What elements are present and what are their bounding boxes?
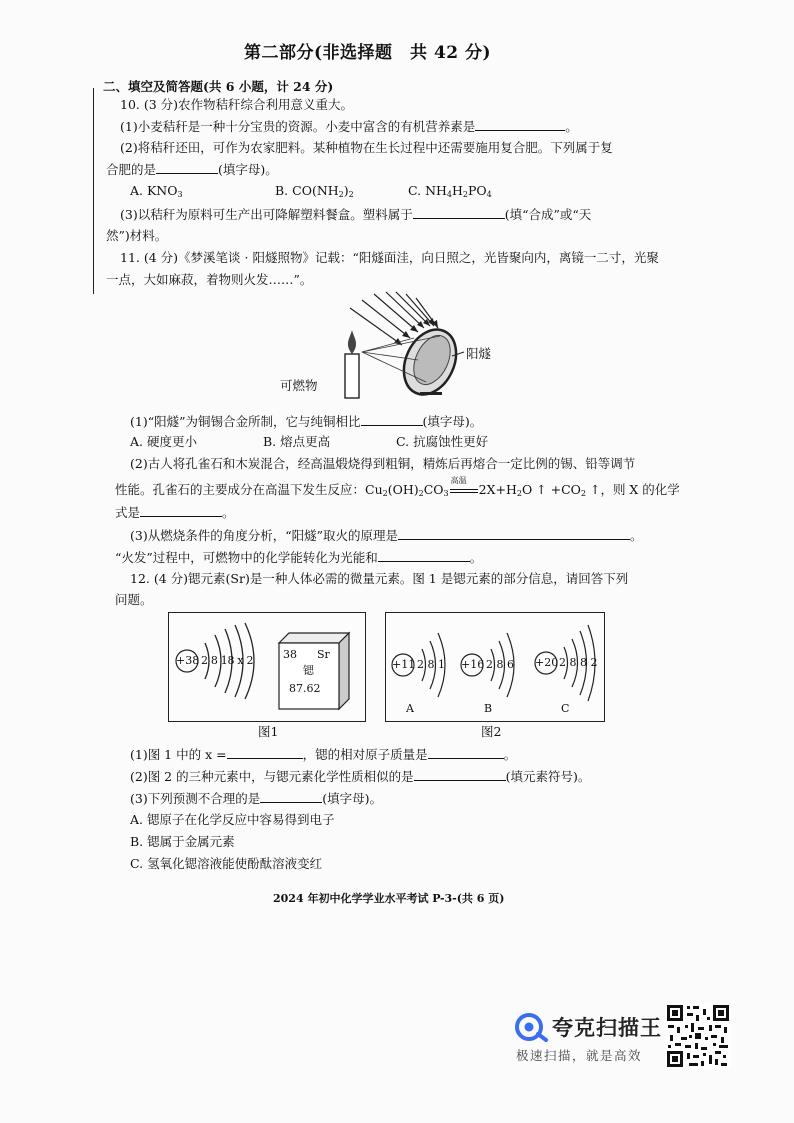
answer-blank[interactable] — [398, 527, 630, 540]
q12-option-c: C. 氢氧化锶溶液能使酚酞溶液变红 — [130, 856, 323, 871]
q10-stem: 10. (3 分)农作物秸秆综合利用意义重大。 — [120, 97, 354, 112]
q11-part3-line1: (3)从燃烧条件的角度分析，“阳燧”取火的原理是 。 — [130, 528, 643, 543]
qr-code-icon — [665, 1003, 731, 1069]
q11-stem-line2: 一点，大如麻菽，着物则火发……”。 — [106, 272, 313, 287]
figure-label-fuel: 可燃物 — [280, 378, 318, 393]
atom-a-label: A — [406, 702, 414, 715]
figure-1-box — [168, 612, 366, 722]
section-heading: 二、填空及简答题(共 6 小题，计 24 分) — [103, 79, 334, 94]
part-title: 第二部分(非选择题 共 42 分) — [244, 43, 492, 63]
quark-scanner-logo-icon — [514, 1012, 550, 1042]
q10-part2-line2: 合肥的是 (填字母)。 — [106, 162, 278, 177]
answer-blank[interactable] — [428, 746, 504, 759]
element-card-sr — [277, 631, 351, 709]
q11-option-b: B. 熔点更高 — [263, 434, 331, 449]
q11-part3-line2: “火发”过程中，可燃物中的化学能转化为光能和 。 — [115, 550, 483, 565]
q12-stem-line2: 问题。 — [115, 592, 153, 607]
q12-part3: (3)下列预测不合理的是 (填字母)。 — [130, 791, 382, 806]
sr-symbol: Sr — [317, 648, 330, 661]
q12-option-a: A. 锶原子在化学反应中容易得到电子 — [130, 812, 335, 827]
q10-option-a: A. $KNO_3$ — [130, 183, 183, 199]
atom-c-nucleus: +20 — [535, 656, 559, 669]
answer-blank[interactable] — [156, 161, 218, 174]
margin-rule — [93, 88, 94, 294]
figure-2-caption: 图2 — [481, 724, 502, 739]
atom-c-electrons: 2 8 8 2 — [559, 656, 598, 669]
atom-b-electrons: 2 8 6 — [486, 658, 514, 671]
sr-electrons: 2 8 18 x 2 — [201, 654, 254, 667]
q11-part2-line1: (2)古人将孔雀石和木炭混合，经高温煅烧得到粗铜，精炼后再熔合一定比例的锡、铅等调节 — [130, 456, 636, 471]
q10-part1: (1)小麦秸秆是一种十分宝贵的资源。小麦中富含的有机营养素是 。 — [120, 119, 578, 134]
q10-part3-line2: 然”)材料。 — [106, 228, 168, 243]
q10-option-b: B. $CO(NH_2)_2$ — [275, 183, 354, 199]
sr-nucleus: +38 — [176, 654, 200, 667]
answer-blank[interactable] — [260, 790, 322, 803]
q12-part2: (2)图 2 的三种元素中，与锶元素化学性质相似的是 (填元素符号)。 — [130, 769, 591, 784]
sr-name: 锶 — [303, 664, 314, 677]
q12-part1: (1)图 1 中的 x = ，锶的相对原子质量是 。 — [130, 747, 517, 762]
figure-1-caption: 图1 — [258, 724, 279, 739]
atom-c-label: C — [561, 702, 570, 715]
q11-stem-line1: 11. (4 分)《梦溪笔谈 · 阳燧照物》记载：“阳燧面洼，向日照之，光皆聚向内，离镜一二寸，光聚 — [120, 250, 659, 265]
element-cube-icon — [277, 631, 353, 711]
q11-part2-line2: 性能。孔雀石的主要成分在高温下发生反应：$Cu_2(OH)_2CO_3$ 高温 $2X+H_2O$ ↑ $+CO_2$ ↑，则 X 的化学 — [115, 482, 680, 502]
answer-blank[interactable] — [361, 413, 423, 426]
answer-blank[interactable] — [140, 504, 222, 517]
atom-b-nucleus: +16 — [461, 658, 485, 671]
q11-part1: (1)“阳燧”为铜锡合金所制，它与纯铜相比 (填字母)。 — [130, 414, 483, 429]
watermark-brand: 夸克扫描王 — [552, 1016, 662, 1040]
q12-option-b: B. 锶属于金属元素 — [130, 834, 235, 849]
page-footer: 2024 年初中化学学业水平考试 P-3-(共 6 页) — [273, 892, 505, 905]
q11-option-c: C. 抗腐蚀性更好 — [396, 434, 489, 449]
figure-label-mirror: 阳燧 — [466, 346, 492, 361]
reaction-condition: 高温 — [450, 476, 467, 485]
atom-a-electrons: 2 8 1 — [417, 658, 445, 671]
answer-blank[interactable] — [378, 549, 470, 562]
answer-blank[interactable] — [414, 768, 506, 781]
q10-option-c: C. $NH_4H_2PO_4$ — [408, 183, 492, 199]
reaction-equals-sign — [450, 489, 478, 493]
q10-part2-line1: (2)将秸秆还田，可作为农家肥料。某种植物在生长过程中还需要施用复合肥。下列属于复 — [120, 140, 613, 155]
figure-2-box — [385, 612, 605, 722]
sr-atomic-mass: 87.62 — [289, 682, 321, 695]
fuel-candle-icon — [345, 330, 359, 398]
answer-blank[interactable] — [227, 746, 303, 759]
watermark-slogan: 极速扫描，就是高效 — [516, 1048, 643, 1063]
mirror-base-icon — [420, 392, 442, 395]
q11-option-a: A. 硬度更小 — [130, 434, 197, 449]
q10-part3-line1: (3)以秸秆为原料可生产出可降解塑料餐盒。塑料属于 (填“合成”或“天 — [120, 207, 592, 222]
atom-a-nucleus: +11 — [392, 658, 416, 671]
q11-part2-line3: 式是 。 — [115, 505, 235, 520]
q12-stem-line1: 12. (4 分)锶元素(Sr)是一种人体必需的微量元素。图 1 是锶元素的部分信息，请回答下列 — [130, 571, 629, 586]
answer-blank[interactable] — [475, 118, 565, 131]
atom-b-label: B — [484, 702, 493, 715]
answer-blank[interactable] — [413, 206, 505, 219]
sr-atomic-number: 38 — [283, 648, 297, 661]
